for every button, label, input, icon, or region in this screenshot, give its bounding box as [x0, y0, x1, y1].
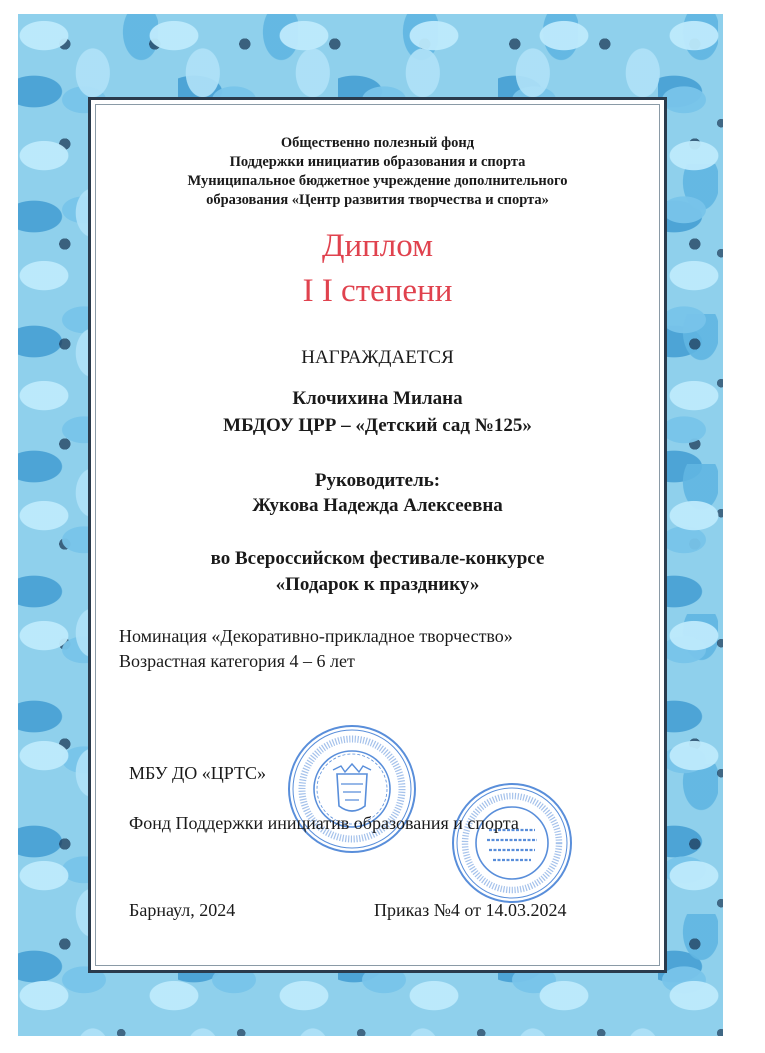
org-line-3: Муниципальное бюджетное учреждение дополнительного: [187, 173, 568, 189]
org-line-2: Поддержки инициатив образования и спорта: [229, 154, 526, 170]
signature-org-1: МБУ ДО «ЦРТС»: [129, 763, 266, 783]
diploma-page: [88, 97, 667, 973]
event-line-2: «Подарок к празднику»: [275, 574, 480, 595]
org-line-4: образования «Центр развития творчества и спорта»: [206, 192, 549, 208]
age-category-text: Возрастная категория 4 – 6 лет: [119, 651, 355, 671]
fund-seal-stamp: [449, 780, 575, 906]
supervisor-label: Руководитель:: [314, 470, 441, 491]
event-line-1: во Всероссийском фестивале-конкурсе: [210, 548, 545, 569]
diploma-degree: I I степени: [302, 273, 453, 309]
order-number: Приказ №4 от 14.03.2024: [374, 900, 567, 920]
crts-seal-stamp: [285, 722, 419, 856]
diploma-title: Диплом: [321, 228, 434, 264]
city-year: Барнаул, 2024: [129, 900, 236, 920]
signature-org-2: Фонд Поддержки инициатив образования и спорта: [129, 813, 519, 833]
awarded-label: НАГРАЖДАЕТСЯ: [301, 347, 454, 368]
supervisor-name: Жукова Надежда Алексеевна: [252, 495, 503, 516]
awardee-institution: МБДОУ ЦРР – «Детский сад №125»: [223, 415, 532, 436]
awardee-name: Клочихина Милана: [292, 388, 463, 409]
org-line-1: Общественно полезный фонд: [280, 135, 475, 151]
nomination-text: Номинация «Декоративно-прикладное творчество»: [119, 626, 513, 646]
